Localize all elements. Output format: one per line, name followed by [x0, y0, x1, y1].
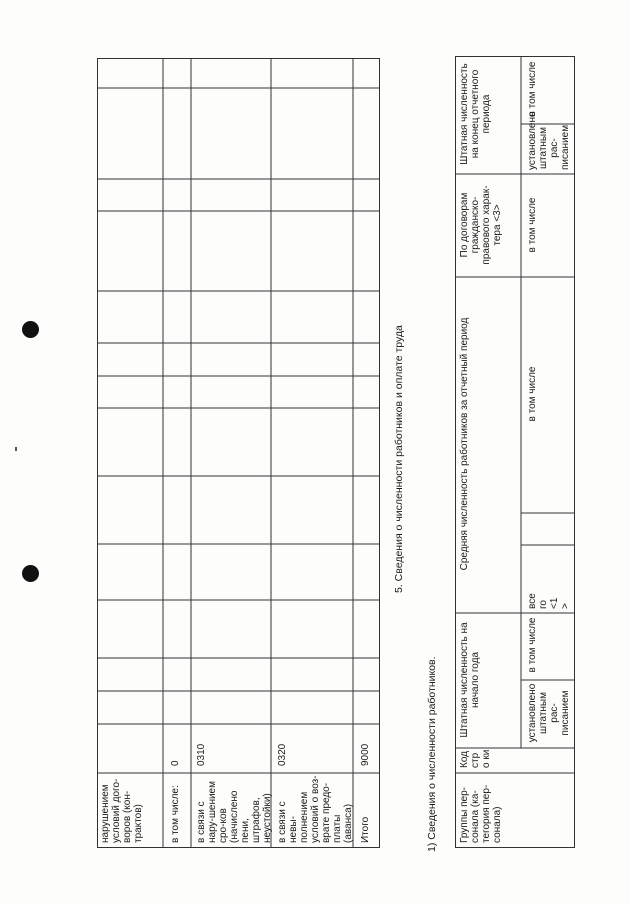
top-table	[97, 58, 380, 848]
header-avg-count: Средняя численность работников за отчетный период	[459, 317, 470, 571]
sub-end-including: в том числе	[527, 61, 538, 117]
section-heading: 5. Сведения о численности работников и оплате труда	[393, 325, 405, 593]
subsection-heading: 1) Сведения о численности работников.	[426, 656, 438, 852]
top-table-grid	[97, 58, 380, 848]
sub-end-established: установлено штатным рас-писанием	[527, 111, 571, 170]
sub-gph-including: в том числе	[527, 197, 538, 253]
sub-start-including: в том числе	[527, 617, 538, 673]
row-code-0310: 0310	[196, 743, 207, 766]
header-start-count: Штатная численность на начало года	[459, 622, 481, 738]
row-label-prepayment-violation: в связи с невы-полнением условий о воз-врате предо-платы (аванса)	[277, 775, 354, 843]
row-code-9000: 9000	[360, 743, 371, 766]
row-label-total: Итого	[360, 816, 371, 843]
staff-count-table	[455, 56, 575, 848]
header-gph: По договорам гражданско-правового харак-тера <3>	[459, 185, 503, 265]
row-label-contract-violation: нарушением условий дого-воров (кон-трактов)	[100, 778, 144, 843]
row-label-including: в том числе:	[170, 785, 181, 843]
sub-start-established: установлено штатным рас-писанием	[527, 683, 571, 743]
sub-avg-total: все го <1>	[527, 593, 571, 609]
row-label-deadline-violation: в связи с нару-шением сро-ков (начислено пени, штрафов, неустойки)	[196, 781, 273, 843]
sub-avg-including: в том числе	[527, 366, 538, 422]
header-code: Код стро ки	[459, 749, 492, 768]
header-end-count: Штатная численность на конец отчетного периода	[459, 63, 492, 165]
row-code-0320: 0320	[277, 743, 288, 766]
row-code-0: 0	[170, 760, 181, 766]
header-groups: Группы пер-сонала (ка-тегория пер-сонала)	[459, 784, 503, 843]
